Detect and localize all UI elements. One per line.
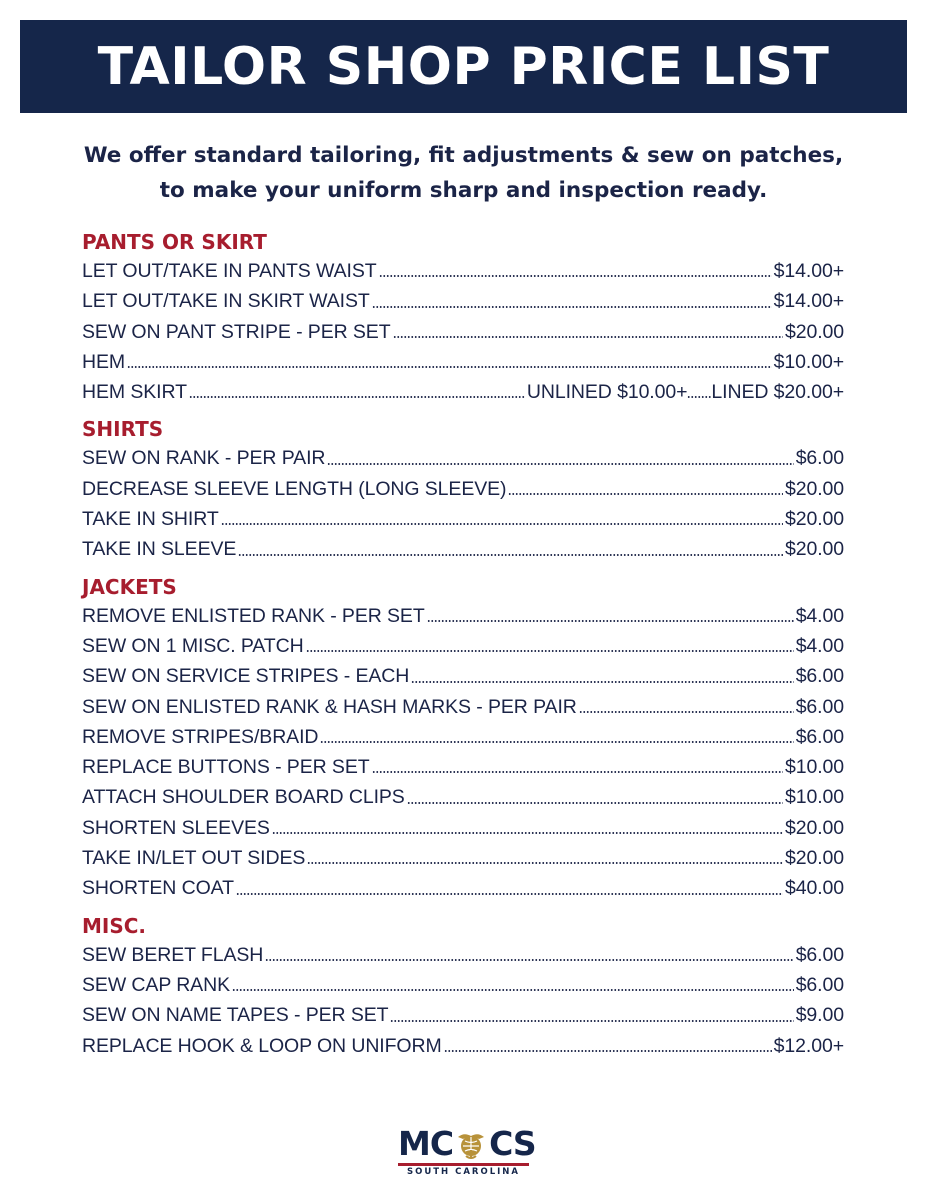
service-label: TAKE IN/LET OUT SIDES [82,847,306,870]
service-price: $6.00 [795,695,844,718]
dot-leader [221,521,783,527]
service-price: $20.00 [784,538,844,561]
price-row [82,752,844,782]
service-price: $6.00 [795,943,844,966]
price-row [82,347,844,377]
service-label: SEW ON NAME TAPES - PER SET [82,1004,389,1027]
service-label: SEW ON 1 MISC. PATCH [82,634,304,657]
price-row [82,782,844,812]
service-price: $4.00 [795,604,844,627]
dot-leader [444,1048,772,1054]
price-row [82,534,844,564]
service-label: REMOVE ENLISTED RANK - PER SET [82,604,425,627]
service-label: SEW CAP RANK [82,973,230,996]
price-row [82,813,844,843]
service-price: $6.00 [795,973,844,996]
service-label: REPLACE HOOK & LOOP ON UNIFORM [82,1034,442,1057]
dot-leader [189,394,525,400]
dot-leader [508,491,783,497]
service-price: $20.00 [784,508,844,531]
price-row [82,377,844,407]
logo-subtitle: SOUTH CAROLINA [407,1167,520,1177]
price-row [82,601,844,631]
service-price: $6.00 [795,725,844,748]
eagle-globe-anchor-icon [454,1128,488,1160]
service-label: HEM SKIRT [82,381,187,404]
dot-leader [687,394,711,400]
service-label: ATTACH SHOULDER BOARD CLIPS [82,786,405,809]
price-row [82,1031,844,1061]
dot-leader [390,1018,793,1024]
service-price: $12.00+ [773,1034,844,1057]
logo-mark [398,1124,536,1163]
dot-leader [272,830,783,836]
service-price: $6.00 [795,447,844,470]
dot-leader [307,860,783,866]
service-label: SEW ON ENLISTED RANK & HASH MARKS - PER PAIR [82,695,577,718]
price-row [82,631,844,661]
dot-leader [320,739,793,745]
service-price: $10.00 [784,786,844,809]
dot-leader [379,273,772,279]
service-label: SEW ON SERVICE STRIPES - EACH [82,665,410,688]
service-label: HEM [82,350,126,373]
service-price-secondary: LINED $20.00+ [711,381,844,404]
service-label: SEW BERET FLASH [82,943,264,966]
dot-leader [372,769,783,775]
dot-leader [265,957,793,963]
service-label: LET OUT/TAKE IN PANTS WAIST [82,260,377,282]
dot-leader [411,679,793,685]
price-section [82,228,844,407]
service-price: $10.00+ [773,350,844,373]
service-label: TAKE IN SHIRT [82,508,219,531]
price-row [82,256,844,286]
service-price: $20.00 [784,320,844,343]
price-row [82,970,844,1000]
intro-text [40,138,887,208]
dot-leader [236,891,783,897]
price-row [82,940,844,970]
dot-leader [238,552,783,558]
dot-leader [327,461,793,467]
service-price: $9.00 [795,1004,844,1027]
logo-text-left: MC [398,1124,454,1163]
section-title: JACKETS [82,574,177,599]
service-label: SEW ON PANT STRIPE - PER SET [82,320,391,343]
section-title: PANTS OR SKIRT [82,230,267,254]
dot-leader [306,648,794,654]
dot-leader [427,618,794,624]
price-row [82,873,844,903]
dot-leader [393,334,783,340]
mccs-logo [398,1124,536,1178]
price-row [82,504,844,534]
service-price: $40.00 [784,877,844,900]
title-banner [20,20,907,113]
dot-leader [579,709,794,715]
logo-text-right: CS [489,1124,536,1163]
service-label: SHORTEN SLEEVES [82,816,270,839]
dot-leader [232,987,794,993]
section-title: MISC. [82,913,147,938]
service-price: $14.00+ [773,290,844,313]
price-section [82,573,844,904]
dot-leader [407,800,783,806]
price-section [82,912,844,1061]
intro-line-1: We offer standard tailoring, fit adjustments & sew on patches, [83,143,844,168]
price-row [82,1000,844,1030]
service-label: LET OUT/TAKE IN SKIRT WAIST [82,290,370,313]
service-price: UNLINED $10.00+ [526,381,688,404]
price-row [82,317,844,347]
service-label: REPLACE BUTTONS - PER SET [82,756,370,779]
price-row [82,286,844,316]
service-price: $20.00 [784,816,844,839]
service-price: $4.00 [795,634,844,657]
service-label: DECREASE SLEEVE LENGTH (LONG SLEEVE) [82,477,507,500]
service-label: REMOVE STRIPES/BRAID [82,725,319,748]
price-row [82,661,844,691]
price-section [82,415,844,564]
price-row [82,443,844,473]
service-price: $20.00 [784,477,844,500]
price-row [82,843,844,873]
service-label: SEW ON RANK - PER PAIR [82,447,326,470]
service-price: $20.00 [784,847,844,870]
price-row [82,474,844,504]
service-price: $6.00 [795,665,844,688]
price-row [82,692,844,722]
price-list [82,228,844,1061]
service-price: $10.00 [784,756,844,779]
service-price: $14.00+ [773,260,844,282]
section-title: SHIRTS [82,417,164,442]
price-row [82,722,844,752]
page-title: TAILOR SHOP PRICE LIST [97,36,830,97]
service-label: TAKE IN SLEEVE [82,538,237,561]
intro-line-2: to make your uniform sharp and inspection ready. [159,178,768,203]
dot-leader [127,364,772,370]
service-label: SHORTEN COAT [82,877,234,900]
dot-leader [372,304,772,310]
